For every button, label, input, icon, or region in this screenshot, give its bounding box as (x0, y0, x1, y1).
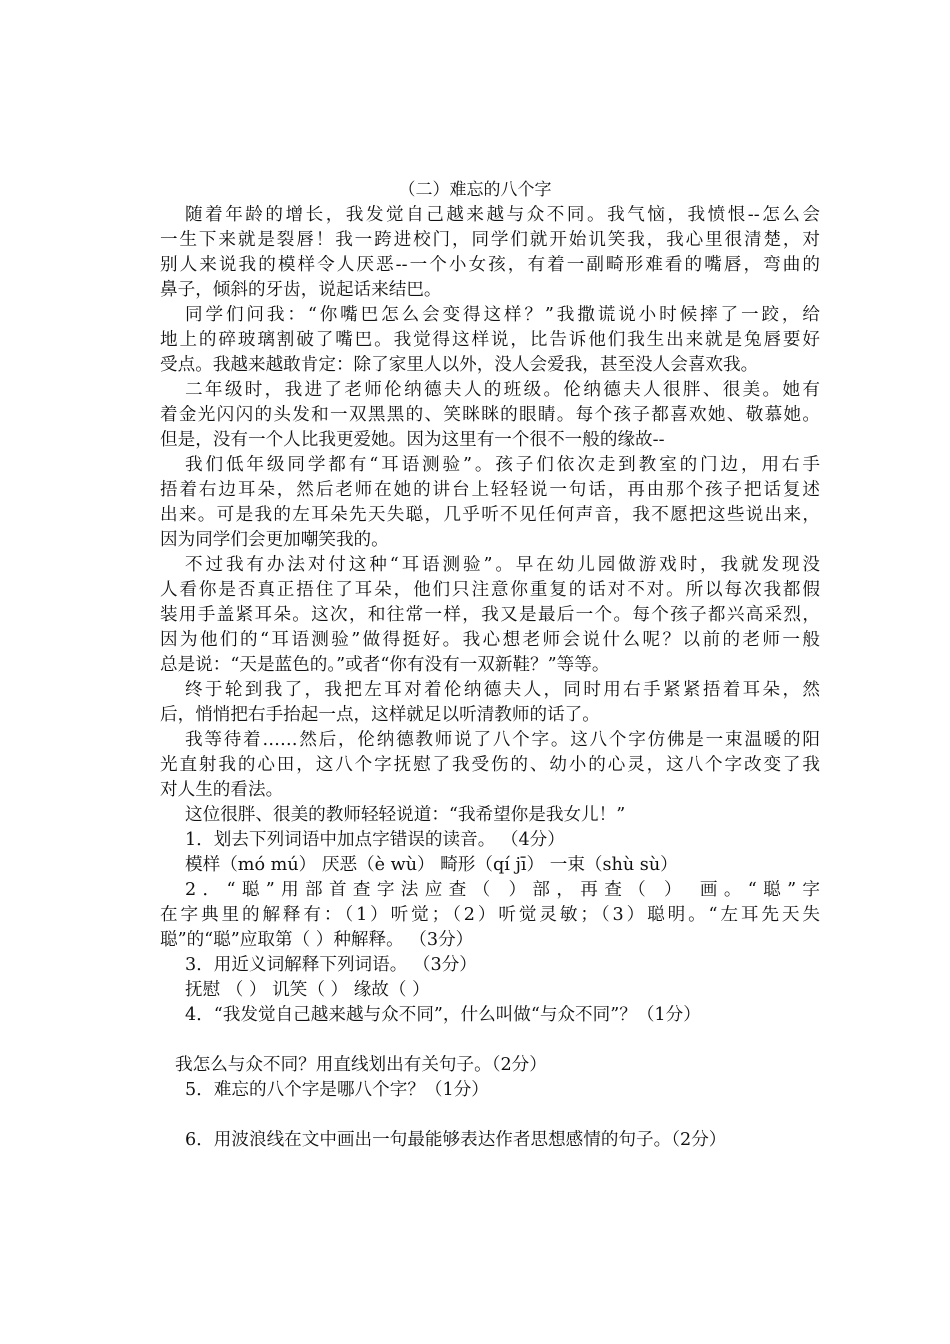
passage-line: 随着年龄的增长，我发觉自己越来越与众不同。我气恼，我愤恨--怎么会 (185, 205, 820, 225)
passage-line: 地上的碎玻璃割破了嘴巴。我觉得这样说，比告诉他们我生出来就是兔唇要好 (160, 330, 820, 350)
question-4: 4．“我发觉自己越来越与众不同”，什么叫做“与众不同”？（1分） (185, 1005, 701, 1025)
question-5: 5．难忘的八个字是哪八个字？（1分） (185, 1080, 489, 1100)
question-4-part-b: 我怎么与众不同？用直线划出有关句子。（2分） (175, 1055, 547, 1075)
passage-line: 二年级时，我进了老师伦纳德夫人的班级。伦纳德夫人很胖、很美。她有 (185, 380, 820, 400)
passage-line: 后，悄悄把右手抬起一点，这样就足以听清教师的话了。 (160, 705, 600, 725)
passage-line: 捂着右边耳朵，然后老师在她的讲台上轻轻说一句话，再由那个孩子把话复述 (160, 480, 820, 500)
question-6: 6．用波浪线在文中画出一句最能够表达作者思想感情的句子。（2分） (185, 1130, 727, 1150)
passage-line: 不过我有办法对付这种“耳语测验”。早在幼儿园做游戏时，我就发现没 (185, 555, 820, 575)
passage-line: 别人来说我的模样令人厌恶--一个小女孩，有着一副畸形难看的嘴唇，弯曲的 (160, 255, 820, 275)
passage-line: 我们低年级同学都有“耳语测验”。孩子们依次走到教室的门边，用右手 (185, 455, 820, 475)
passage-line: 总是说：“天是蓝色的。”或者“你有没有一双新鞋？”等等。 (160, 655, 610, 675)
passage-line: 光直射我的心田，这八个字抚慰了我受伤的、幼小的心灵，这八个字改变了我 (160, 755, 820, 775)
question-3-words: 抚慰 （ ） 讥笑（ ） 缘故（ ） (185, 980, 430, 1000)
passage-line: 着金光闪闪的头发和一双黑黑的、笑眯眯的眼睛。每个孩子都喜欢她、敬慕她。 (160, 405, 820, 425)
passage-line: 装用手盖紧耳朵。这次，和往常一样，我又是最后一个。每个孩子都兴高采烈， (160, 605, 820, 625)
passage-title: （二）难忘的八个字 (398, 180, 552, 200)
passage-line: 对人生的看法。 (160, 780, 284, 800)
question-2: 2．“聪”用部首查字法应查（ ）部，再查（ ） 画。“聪”字 (185, 880, 820, 900)
passage-line: 人看你是否真正捂住了耳朵，他们只注意你重复的话对不对。所以每次我都假 (160, 580, 820, 600)
passage-line: 出来。可是我的左耳朵先天失聪，几乎听不见任何声音，我不愿把这些说出来， (160, 505, 820, 525)
passage-line: 我等待着……然后，伦纳德教师说了八个字。这八个字仿佛是一束温暖的阳 (185, 730, 820, 750)
passage-line: 因为同学们会更加嘲笑我的。 (160, 530, 389, 550)
passage-line: 同学们问我：“你嘴巴怎么会变得这样？”我撒谎说小时候摔了一跤，给 (185, 305, 820, 325)
passage-line: 终于轮到我了，我把左耳对着伦纳德夫人，同时用右手紧紧捂着耳朵，然 (185, 680, 820, 700)
passage-line: 鼻子，倾斜的牙齿，说起话来结巴。 (160, 280, 442, 300)
passage-line: 这位很胖、很美的教师轻轻说道：“我希望你是我女儿！” (185, 805, 626, 825)
question-2-cont: 聪”的“聪”应取第（ ）种解释。 （3分） (160, 930, 474, 950)
passage-line: 但是，没有一个人比我更爱她。因为这里有一个很不一般的缘故-- (160, 430, 665, 450)
passage-line: 一生下来就是裂唇！我一跨进校门，同学们就开始讥笑我，我心里很清楚，对 (160, 230, 820, 250)
question-2-cont: 在字典里的解释有：（1）听觉；（2）听觉灵敏；（3）聪明。“左耳先天失 (160, 905, 820, 925)
question-1: 1．划去下列词语中加点字错误的读音。 （4分） (185, 830, 565, 850)
question-3: 3．用近义词解释下列词语。 （3分） (185, 955, 477, 975)
question-1-words: 模样（mó mú） 厌恶（è wù） 畸形（qí jī） 一束（shù sù） (185, 855, 678, 875)
passage-line: 受点。我越来越敢肯定：除了家里人以外，没人会爱我，甚至没人会喜欢我。 (160, 355, 759, 375)
passage-line: 因为他们的“耳语测验”做得挺好。我心想老师会说什么呢？以前的老师一般 (160, 630, 820, 650)
